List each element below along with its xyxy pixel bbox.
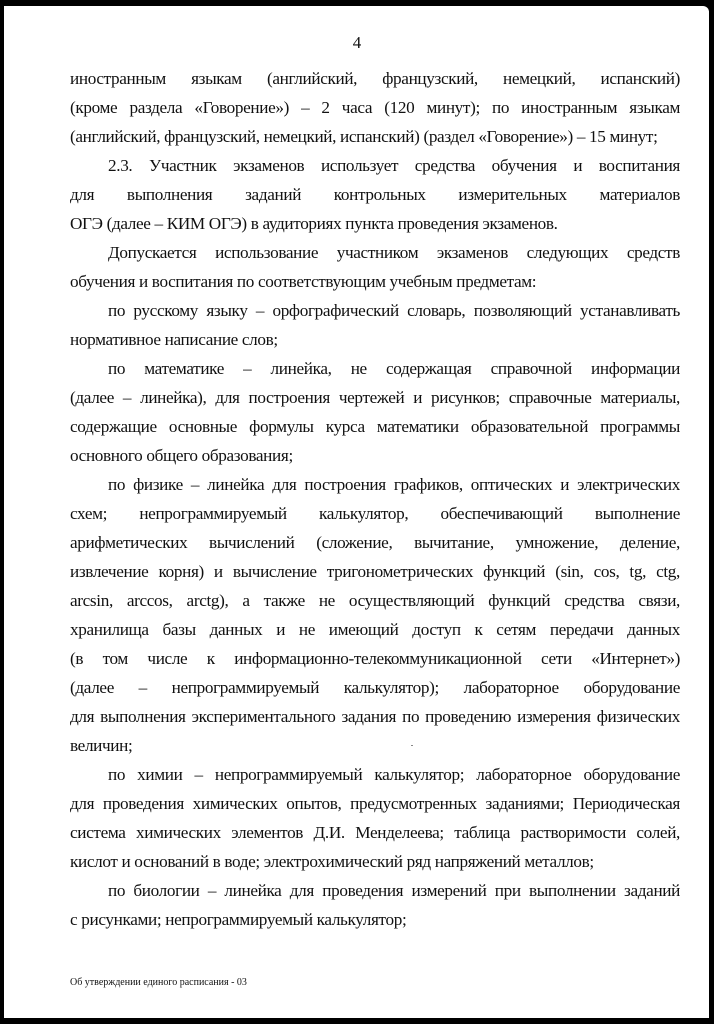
paragraph	[70, 354, 680, 470]
text-line: (далее – линейка), для построения чертежей и рисунков; справочные материалы,	[70, 388, 680, 407]
text-line: извлечение корня) и вычисление тригонометрических функций (sin, cos, tg, ctg,	[70, 562, 680, 581]
text-line: арифметических вычислений (сложение, вычитание, умножение, деление,	[70, 533, 680, 552]
text-line: для проведения химических опытов, предусмотренных заданиями; Периодическая	[70, 794, 680, 813]
text-line: иностранным языкам (английский, французский, немецкий, испанский)	[70, 69, 680, 88]
text-line: для выполнения экспериментального задания по проведению измерения физических	[70, 707, 680, 726]
text-line: по биологии – линейка для проведения измерений при выполнении заданий	[108, 881, 680, 900]
text-line: arcsin, arccos, arctg), а также не осуществляющий функций средства связи,	[70, 591, 680, 610]
text-line: по математике – линейка, не содержащая справочной информации	[108, 359, 680, 378]
text-line: основного общего образования;	[70, 446, 293, 465]
scan-speck	[411, 745, 413, 746]
text-line: с рисунками; непрограммируемый калькулятор;	[70, 910, 407, 929]
text-line: по химии – непрограммируемый калькулятор; лабораторное оборудование	[108, 765, 680, 784]
text-line: содержащие основные формулы курса математики образовательной программы	[70, 417, 680, 436]
text-line: 2.3. Участник экзаменов использует средства обучения и воспитания	[108, 156, 680, 175]
text-line: нормативное написание слов;	[70, 330, 278, 349]
text-line: Допускается использование участником экзаменов следующих средств	[108, 243, 680, 262]
text-line: величин;	[70, 736, 133, 755]
text-line: схем; непрограммируемый калькулятор, обеспечивающий выполнение	[70, 504, 680, 523]
text-line: кислот и оснований в воде; электрохимический ряд напряжений металлов;	[70, 852, 594, 871]
document-body	[70, 64, 680, 934]
paragraph	[70, 876, 680, 934]
text-line: (далее – непрограммируемый калькулятор); лабораторное оборудование	[70, 678, 680, 697]
paragraph	[70, 238, 680, 296]
text-line: (английский, французский, немецкий, испанский) (раздел «Говорение») – 15 минут;	[70, 127, 658, 146]
document-footer: Об утверждении единого расписания - 03	[70, 977, 247, 988]
page-number: 4	[352, 33, 362, 52]
paragraph	[70, 470, 680, 760]
text-line: по физике – линейка для построения графиков, оптических и электрических	[108, 475, 680, 494]
text-line: хранилища базы данных и не имеющий доступ к сетям передачи данных	[70, 620, 680, 639]
paragraph	[70, 64, 680, 151]
text-line: система химических элементов Д.И. Менделеева; таблица растворимости солей,	[70, 823, 680, 842]
paragraph	[70, 760, 680, 876]
text-line: (в том числе к информационно-телекоммуникационной сети «Интернет»)	[70, 649, 680, 668]
text-line: ОГЭ (далее – КИМ ОГЭ) в аудиториях пункта проведения экзаменов.	[70, 214, 558, 233]
text-line: (кроме раздела «Говорение») – 2 часа (120 минут); по иностранным языкам	[70, 98, 680, 117]
paragraph	[70, 151, 680, 238]
paragraph	[70, 296, 680, 354]
text-line: обучения и воспитания по соответствующим учебным предметам:	[70, 272, 537, 291]
text-line: по русскому языку – орфографический словарь, позволяющий устанавливать	[108, 301, 680, 320]
text-line: для выполнения заданий контрольных измерительных материалов	[70, 185, 680, 204]
